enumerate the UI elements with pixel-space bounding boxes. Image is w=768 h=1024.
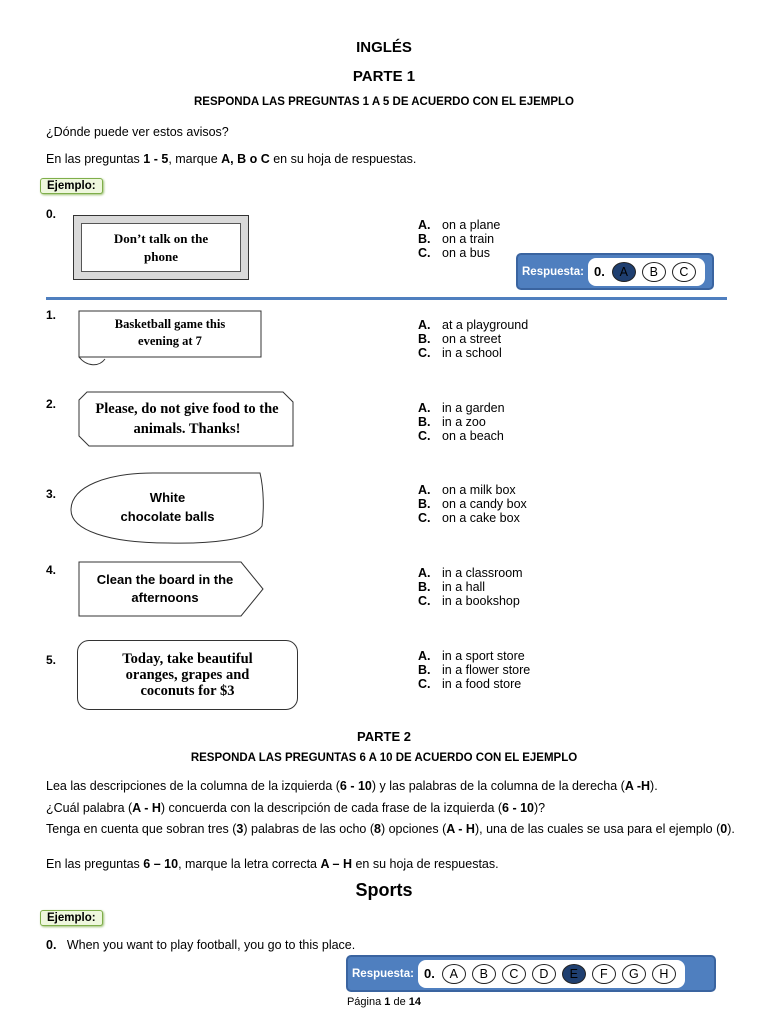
part2-example-label: Ejemplo:	[40, 910, 103, 926]
question-5-number: 5.	[46, 653, 57, 667]
question-1-number: 1.	[46, 308, 57, 322]
option-c: C. on a bus	[418, 246, 490, 260]
section-title: Sports	[355, 880, 413, 900]
answer-bubble-b[interactable]: B	[642, 262, 666, 282]
example-sign-text: Don’t talk on the phone	[81, 223, 241, 272]
option-a: A. on a milk box	[418, 483, 516, 497]
answer-label: Respuesta:	[522, 265, 584, 278]
answer-bubble-a[interactable]: A	[612, 262, 636, 282]
option-a: A. in a garden	[418, 401, 505, 415]
question-5-sign-text: Today, take beautiful oranges, grapes and coconuts for $3	[77, 640, 298, 710]
question-2-number: 2.	[46, 397, 57, 411]
answer-bubble-d[interactable]: D	[532, 964, 556, 984]
question-1-sign-text: Basketball game this evening at 7	[114, 317, 226, 348]
option-b: B. on a train	[418, 232, 495, 246]
option-a: A. in a sport store	[418, 649, 525, 663]
answer-bubble-f[interactable]: F	[592, 964, 616, 984]
part2-instruction: RESPONDA LAS PREGUNTAS 6 A 10 DE ACUERDO CON EL EJEMPLO	[190, 752, 578, 764]
answer-bubble-c[interactable]: C	[672, 262, 696, 282]
option-b: B. in a hall	[418, 580, 486, 594]
question-3-sign-text: White chocolate balls	[120, 490, 215, 524]
part2-paragraph-2: ¿Cuál palabra (A - H) concuerda con la descripción de cada frase de la izquierda (6 - 10)?	[46, 801, 546, 815]
question-2-sign-text: Please, do not give food to the animals. Thanks!	[95, 401, 279, 437]
answer-number: 0.	[594, 264, 605, 279]
option-a: A. on a plane	[418, 218, 501, 232]
answer-bubble-g[interactable]: G	[622, 964, 646, 984]
question-5-options	[418, 649, 530, 691]
option-a: A. at a playground	[418, 318, 529, 332]
example-number: 0.	[46, 207, 57, 221]
answer-bubble-a[interactable]: A	[442, 964, 466, 984]
option-c: C. on a cake box	[418, 511, 520, 525]
option-b: B. in a zoo	[418, 415, 486, 429]
page-footer: Página 1 de 14	[346, 996, 422, 1008]
answer-bubble-h[interactable]: H	[652, 964, 676, 984]
question-3-number: 3.	[46, 487, 57, 501]
part2-title: PARTE 2	[357, 729, 411, 744]
part2-paragraph-3: Tenga en cuenta que sobran tres (3) palabras de las ocho (8) opciones (A - H), una de las cuales se usa para el ejemplo (0).	[46, 822, 735, 836]
option-b: B. on a street	[418, 332, 502, 346]
section-divider	[46, 297, 727, 300]
answer-number: 0.	[424, 966, 435, 981]
answer-bubble-e[interactable]: E	[562, 964, 586, 984]
example-answer-box	[516, 253, 714, 290]
question-1-options	[418, 318, 528, 360]
part2-paragraph-1: Lea las descripciones de la columna de la izquierda (6 - 10) y las palabras de la columna de la derecha (A -H).	[46, 779, 658, 793]
subject-title: INGLÉS	[356, 39, 412, 56]
part1-question: ¿Dónde puede ver estos avisos?	[46, 125, 229, 139]
option-b: B. in a flower store	[418, 663, 531, 677]
question-2-options	[418, 401, 505, 443]
option-c: C. on a beach	[418, 429, 504, 443]
part1-title: PARTE 1	[352, 68, 416, 85]
question-4-number: 4.	[46, 563, 57, 577]
example-options	[418, 218, 500, 260]
answer-label: Respuesta:	[352, 967, 414, 980]
part2-answer-box	[346, 955, 716, 992]
answer-bubble-b[interactable]: B	[472, 964, 496, 984]
option-a: A. in a classroom	[418, 566, 523, 580]
part1-instruction: RESPONDA LAS PREGUNTAS 1 A 5 DE ACUERDO CON EL EJEMPLO	[194, 96, 574, 108]
part1-instructions: En las preguntas 1 - 5, marque A, B o C en su hoja de respuestas.	[46, 152, 417, 166]
example-label: Ejemplo:	[40, 178, 103, 194]
option-c: C. in a food store	[418, 677, 522, 691]
option-c: C. in a bookshop	[418, 594, 520, 608]
option-b: B. on a candy box	[418, 497, 527, 511]
question-4-options	[418, 566, 523, 608]
part2-paragraph-4: En las preguntas 6 – 10, marque la letra correcta A – H en su hoja de respuestas.	[46, 857, 499, 871]
option-c: C. in a school	[418, 346, 502, 360]
answer-bubble-c[interactable]: C	[502, 964, 526, 984]
example-sign	[73, 215, 249, 280]
question-4-sign-text: Clean the board in the afternoons	[96, 572, 234, 605]
part2-example-sentence: 0. When you want to play football, you go to this place.	[46, 938, 356, 952]
question-3-options	[418, 483, 527, 525]
